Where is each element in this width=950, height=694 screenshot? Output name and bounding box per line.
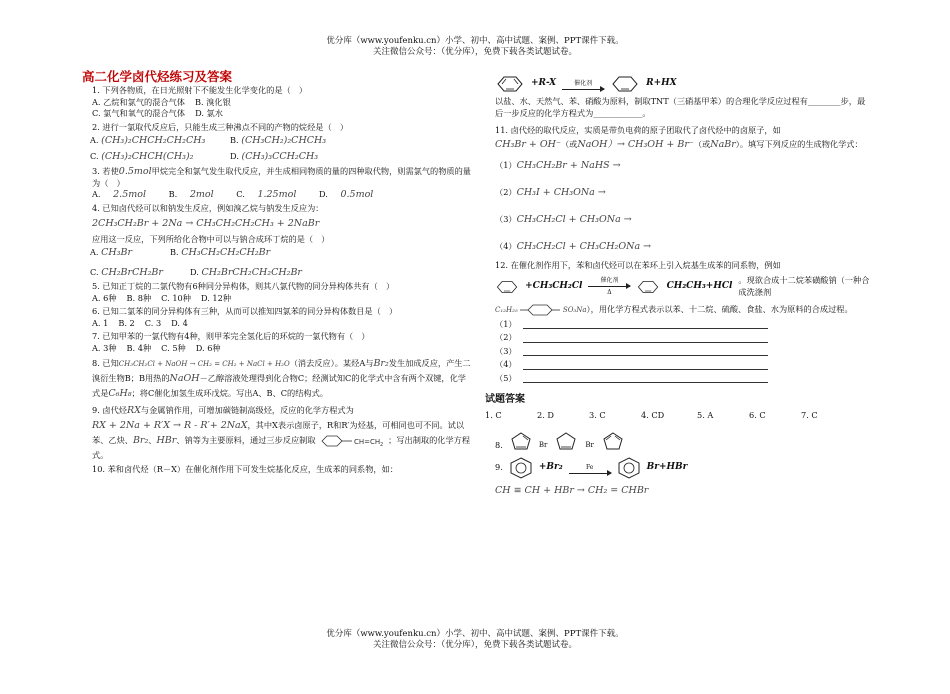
q12-arrow <box>588 275 630 299</box>
q3-option-c: C. <box>236 189 245 199</box>
q4-option-a: A. <box>90 247 99 257</box>
q2-option-d: D. <box>230 150 239 161</box>
q1-option-a: A. 乙烷和氯气的混合气体 <box>92 96 185 107</box>
q5-option-d: D. 12种 <box>200 292 232 303</box>
q10-stem: 10. 苯和卤代烃（R－X）在催化剂作用下可发生烷基化反应，生成苯的同系物，如： <box>92 464 398 474</box>
question-8 <box>82 356 472 401</box>
q5-option-c: C. 10种 <box>161 292 191 303</box>
svg-text:CH=CH: CH=CH <box>354 438 381 446</box>
q5-stem: 5. 已知正丁烷的二氯代物有6种同分异构体，则其八氯代物的同分异构体共有（ ） <box>92 281 395 291</box>
header-line-1: 优分库（www.youfenku.cn）小学、初中、高中试题、案例、PPT课件下载。 <box>326 36 624 46</box>
q12-line-2-num: （2） <box>495 332 517 342</box>
q4-option-d-formula: CH₂BrCH₂CH₂CH₂Br <box>201 266 302 278</box>
q10-arrow <box>562 78 604 91</box>
q12-reagent: +CH₃CH₂Cl <box>525 280 583 291</box>
benzene-ring-icon <box>636 278 660 296</box>
answer-9-arrow <box>569 462 611 475</box>
q8-br2: Br₂ <box>373 358 389 369</box>
dibromocyclopentene-structure <box>553 431 579 451</box>
q4-option-a-formula: CH₃Br <box>101 247 133 258</box>
benzene-ring-icon <box>495 278 519 296</box>
q3-stem-a: 3. 若使 <box>92 166 119 176</box>
q2-stem: 2. 进行一氯取代反应后，只能生成三种沸点不同的产物的烷烃是（ ） <box>92 121 349 132</box>
q4-equation: 2CH₃CH₂Br + 2Na → CH₃CH₂CH₂CH₃ + 2NaBr <box>92 218 320 229</box>
q3-option-c-value: 1.25mol <box>257 189 297 200</box>
q4-stem-2: 应用这一反应，下列所给化合物中可以与钠合成环丁烷的是（ ） <box>92 233 330 244</box>
q6-option-d: D. 4 <box>171 317 188 328</box>
q10-stem-2: 以盐、水、天然气、苯、硝酸为原料，制取TNT（三硝基甲苯）的合理化学反应过程有________步，最后一步反应的化学方程式为____________。 <box>495 96 866 118</box>
q11-item-3 <box>485 212 870 227</box>
q3-options <box>82 189 472 201</box>
q11-item-4-eq: CH₃CH₂Cl + CH₃CH₂ONa → <box>516 241 652 252</box>
svg-text:2: 2 <box>380 442 384 448</box>
q12-line-4 <box>485 359 870 371</box>
q11-item-4-num: （4） <box>495 241 517 251</box>
q12-product: CH₂CH₃+HCl <box>666 280 733 291</box>
answer-8-br: Br <box>585 440 594 449</box>
q4-option-b-formula: CH₃CH₂CH₂CH₂Br <box>181 247 271 258</box>
benzene-ring-icon <box>509 457 533 479</box>
q1-option-d: D. 氯水 <box>195 108 223 118</box>
q9-equation: RX + 2Na + R′X → R - R′+ 2NaX <box>92 420 248 431</box>
q8-naoh: NaOH <box>169 373 200 384</box>
q3-amount: 0.5mol <box>118 166 152 177</box>
q2-option-c: C. <box>90 150 99 161</box>
q12-line-4-num: （4） <box>495 359 517 369</box>
q11-item-2-eq: CH₃I + CH₃ONa → <box>516 187 606 198</box>
q12-condition-2: Δ <box>607 289 612 296</box>
question-10 <box>82 464 472 476</box>
q12-line-5-num: （5） <box>495 372 517 383</box>
q9-br2: Br₂ <box>132 435 149 446</box>
q11-naoh: NaOH <box>577 139 608 150</box>
q11-eq-2: ）→ CH₃OH + Br⁻ <box>607 139 694 150</box>
benzene-ring-icon <box>617 457 641 479</box>
cyclopentene-structure <box>600 431 626 451</box>
answer-9-condition: Fe <box>585 463 594 471</box>
styrene-structure <box>318 434 388 448</box>
q11-or-2: （或 <box>693 139 711 149</box>
answer-5: 5. A <box>697 409 714 420</box>
q8-equation: CH₃CH₂Cl + NaOH → CH₂ = CH₂ + NaCl + H₂O <box>118 360 290 368</box>
q4-option-b: B. <box>170 247 179 257</box>
q12-so3na: SO₃Na <box>562 305 587 314</box>
answer-4: 4. CD <box>641 409 665 420</box>
q9-text-a: 9. 卤代烃 <box>92 405 127 415</box>
q12-line-3 <box>485 346 870 358</box>
q3-option-a-value: 2.5mol <box>113 189 146 200</box>
q6-option-c: C. 3 <box>144 317 162 328</box>
q9-text-e: ；写出制取的化学方程式。 <box>92 435 471 460</box>
question-4 <box>82 203 472 279</box>
question-9: 9. 卤代烃RX与金属钠作用，可增加碳链制高级烃，反应的化学方程式为 RX + 2Na + R′X → R - R′+ 2NaX，其中X表示卤原子，R和R′为烃基，可相同也可不同。试以苯、乙炔、Br₂、HBr、钠等为主要原料，通过三步反应制取 CH=CH 2 ；写出制取的化学方程式。 <box>92 405 471 460</box>
q4-option-d: D. <box>190 266 199 277</box>
answer-8: 8. Br Br <box>485 423 870 451</box>
answer-blank[interactable] <box>523 347 768 356</box>
q4-option-c: C. <box>90 266 99 277</box>
header-line-2: 关注微信公众号：（优分库），免费下载各类试题试卷。 <box>372 47 577 57</box>
q12-condition: 催化剂 <box>600 276 619 284</box>
q12-line-1-num: （1） <box>495 318 517 329</box>
q12-line-2 <box>485 332 870 344</box>
footer-line-2: 关注微信公众号：（优分库），免费下载各类试题试卷。 <box>372 640 577 650</box>
q6-stem: 6. 已知二氯苯的同分异构体有三种，从而可以推知四氯苯的同分异构体数目是（ ） <box>92 306 398 316</box>
page-header <box>0 36 950 58</box>
question-3 <box>82 166 472 201</box>
q1-option-b: B. 溴化银 <box>195 96 231 107</box>
answer-1: 1. C <box>485 409 502 420</box>
question-11 <box>485 123 870 254</box>
q5-options <box>82 293 472 305</box>
q9-text-b: 与金属钠作用，可增加碳链制高级烃，反应的化学方程式为 <box>140 405 354 415</box>
left-column <box>82 69 472 478</box>
q2-options <box>82 135 472 162</box>
q7-option-b: B. 4种 <box>126 342 152 353</box>
q7-stem: 7. 已知甲苯的一氯代物有4种，则甲苯完全氢化后的环烷的一氯代物有（ ） <box>92 331 370 341</box>
answer-7: 7. C <box>801 409 818 420</box>
q2-option-b-formula: (CH₃CH₂)₂CHCH₃ <box>241 135 327 146</box>
answer-blank[interactable] <box>523 320 768 329</box>
q9-rx: RX <box>126 405 141 416</box>
q12-line-1 <box>485 319 870 331</box>
answer-9-label: 9. <box>495 462 503 473</box>
q2-option-b: B. <box>230 135 239 145</box>
benzene-ring-icon <box>610 75 640 93</box>
q6-option-b: B. 2 <box>118 317 135 328</box>
q2-option-d-formula: (CH₃)₃CCH₂CH₃ <box>241 150 319 162</box>
answer-2: 2. D <box>537 409 554 420</box>
q12-text-c: ），用化学方程式表示以苯、十二烷、硫酸、食盐、水为原料的合成过程。 <box>586 303 853 314</box>
q11-nabr: NaBr <box>710 139 736 150</box>
q11-item-3-num: （3） <box>495 214 517 224</box>
q7-option-d: D. 6种 <box>195 342 221 353</box>
q11-item-2 <box>485 185 870 200</box>
q11-item-1 <box>485 158 870 173</box>
q4-option-c-formula: CH₂BrCH₂Br <box>101 266 163 278</box>
q10-condition: 催化剂 <box>574 79 593 87</box>
q3-option-b-value: 2mol <box>189 189 214 200</box>
q11-item-1-eq: CH₃CH₂Br + NaHS → <box>516 160 621 171</box>
q2-option-a: A. <box>90 135 99 145</box>
q11-item-4 <box>485 239 870 254</box>
answer-blank[interactable] <box>523 334 768 343</box>
q1-options <box>82 97 472 109</box>
question-1 <box>82 85 472 120</box>
q12-line-5 <box>485 373 870 385</box>
q12-text-b: 。现欲合成十二烷苯磺酸钠（一种合成洗涤剂 <box>738 275 870 297</box>
answer-9-scheme <box>495 457 870 479</box>
answer-blank[interactable] <box>523 361 768 370</box>
q9-hbr: HBr <box>156 435 177 446</box>
question-12 <box>485 260 870 384</box>
answer-3: 3. C <box>589 409 606 420</box>
q9-text-d: 、钠等为主要原料，通过三步反应制取 <box>176 435 316 445</box>
benzene-ring-icon <box>520 304 560 316</box>
q8-c6h8: C₆H₈ <box>108 388 132 399</box>
answer-9-product: Br+HBr <box>646 462 688 473</box>
q10-reaction-scheme <box>495 75 870 93</box>
q4-options <box>82 247 472 278</box>
q8-text-e: ；将C催化加氢生成环戊烷。写出A、B、C的结构式。 <box>131 388 328 398</box>
q6-options <box>82 318 472 330</box>
benzene-ring-icon <box>495 75 525 93</box>
footer-line-1: 优分库（www.youfenku.cn）小学、初中、高中试题、案例、PPT课件下载。 <box>326 629 624 639</box>
q12-stem: 12. 在催化剂作用下，苯和卤代烃可以在苯环上引入烷基生成苯的同系物，例如 <box>495 260 781 270</box>
question-2 <box>82 122 472 163</box>
q9-text-c: ，其中X表示卤原子，R和R′为烃基，可相同也可不同。试以苯、乙炔、 <box>92 420 465 445</box>
q5-option-b: B. 8种 <box>126 292 152 303</box>
q10-product: R+HX <box>646 78 677 89</box>
q3-stem-b: 甲烷完全和氯气发生取代反应，并生成相同物质的量的四种取代物，则需氯气的物质的量为（ ） <box>92 166 471 188</box>
q2-option-a-formula: (CH₃)₂CHCH₂CH₂CH₃ <box>101 135 206 146</box>
q11-item-2-num: （2） <box>495 187 517 197</box>
q11-item-1-num: （1） <box>495 160 517 170</box>
right-column <box>485 72 870 499</box>
question-5 <box>82 281 472 304</box>
q1-stem: 1. 下列各物质，在日光照射下不能发生化学变化的是（ ） <box>92 85 308 95</box>
q2-option-c-formula: (CH₃)₂CHCH(CH₃)₂ <box>101 150 194 162</box>
document-title: 高二化学卤代烃练习及答案 <box>82 69 233 84</box>
answers-list <box>485 410 870 422</box>
q7-option-c: C. 5种 <box>161 342 186 353</box>
answer-9-equation: CH ≡ CH + HBr → CH₂ = CHBr <box>495 485 649 496</box>
q7-options <box>82 343 472 355</box>
answer-blank[interactable] <box>523 374 768 383</box>
q8-text-c: 发生加成反应，产生二溴衍生物B；B用热的 <box>92 358 471 383</box>
q8-text-b: （消去反应）。某烃A与 <box>289 358 374 368</box>
q12-line-3-num: （3） <box>495 345 517 356</box>
q1-option-c: C. 氯气和氧气的混合气体 <box>92 108 186 118</box>
q12-reaction-scheme <box>495 275 870 299</box>
q3-option-d-value: 0.5mol <box>340 189 374 200</box>
q10-reagent: +R-X <box>531 78 557 89</box>
q12-c12h25: C₁₂H₂₅ <box>495 305 518 314</box>
q3-option-a: A. <box>92 189 101 199</box>
answers-heading: 试题答案 <box>485 394 525 405</box>
answer-9-reagent: +Br₂ <box>538 462 563 473</box>
q3-option-b: B. <box>168 189 178 199</box>
cyclopentadiene-structure <box>509 431 533 451</box>
q11-text-a: 11. 卤代烃的取代反应，实质是带负电荷的原子团取代了卤代烃中的卤原子，如 <box>495 125 781 135</box>
q8-text-a: 8. 已知 <box>92 358 119 368</box>
answer-6: 6. C <box>749 409 766 420</box>
q7-option-a: A. 3种 <box>92 342 117 353</box>
q6-option-a: A. 1 <box>92 317 109 328</box>
q4-stem: 4. 已知卤代烃可以和钠发生反应，例如溴乙烷与钠发生反应为： <box>92 202 324 213</box>
page-footer <box>0 629 950 651</box>
q11-item-3-eq: CH₃CH₂Cl + CH₃ONa → <box>516 214 632 225</box>
question-6 <box>82 306 472 329</box>
q11-eq-1: CH₃Br + OH⁻ <box>495 139 561 150</box>
q11-text-b: ）。填写下列反应的生成物化学式： <box>735 139 863 149</box>
q8-text-d: －乙醇溶液处理得到化合物C；经测试知C的化学式中含有两个双键，化学式是 <box>92 373 466 398</box>
q3-option-d: D. <box>318 189 328 199</box>
q11-or-1: （或 <box>560 139 578 149</box>
answer-8-label: 8. <box>495 439 503 450</box>
q5-option-a: A. 6种 <box>92 292 117 303</box>
question-7 <box>82 331 472 354</box>
